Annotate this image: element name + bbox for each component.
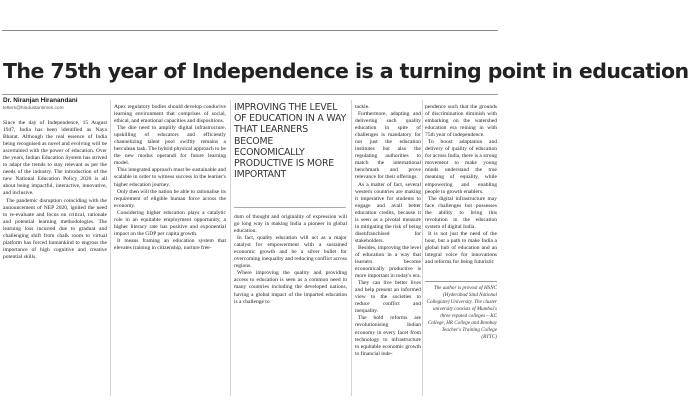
paragraph: The dire need to amplify digital infrastructure, upskilling of educators and efficiently channelizing talent pool swiftly remains a herculean task. The hybrid physical approach to be the new modus operandi for future learning model. <box>114 125 226 167</box>
paragraph: In fact, quality education will act as a major catalyst for empowerment with a sustained economic growth and be a silver bullet for overcoming inequality and reducing conflict across regions. <box>234 235 347 270</box>
paragraph: Considering higher education plays a catalytic role in an equitable employment opportunity, a higher literacy rate has positive and exponential impact on the GDP per capita growth. <box>114 209 226 237</box>
paragraph: It is not just the need of the hour, but a path to make India a global hub of education and an integral voice for innovations and reforms for being futuristic <box>425 230 497 266</box>
paragraph: It means framing an education system that elevates training in citizenship, nurture free- <box>114 237 226 251</box>
paragraph: pendence such that the grounds of discrimination diminish with embarking on the watershed education era reining in with 75th year of independence. <box>425 104 497 139</box>
paragraph: Besides, improving the level of education in a way that learners become economically productive is more important in today's era. <box>355 244 421 280</box>
paragraph: The bold reforms are revolutionising Indian economy in every facet from technology to infrastructure to equitable economic growth to financial inde- <box>355 315 421 357</box>
author-email: letters@hindustantimes.com <box>3 106 64 111</box>
paragraph: They can live better lives and help present an informed view to the societies to reduce conflict and inequality. <box>355 280 421 315</box>
top-divider <box>2 30 498 31</box>
paragraph: To boost adaptation and delivery of quality of education for across India, there is a strong movement to make young minds understand the true meaning of equality, while empowering and enabling people to growth enablers. <box>425 139 497 195</box>
author-bio-divider <box>425 281 497 282</box>
column-divider <box>422 100 423 396</box>
paragraph: Since the day of Independence, 15 August 1947, India has been identified as Naya Bharat. Although the real essence of India being recognised as novel and evolving will be ascertained with the power of education. Over the years, Indian Education System has strived to adapt the trends to stay relevant as per the needs of the industry. The introduction of the new National Education Policy 2020 is all about being impactful, interactive, innovative, and inclusive. <box>3 120 107 197</box>
paragraph: Apex regulatory bodies should develop conducive learning environment that comprises of social, ethical, and emotional capacities and dispositions. <box>114 104 226 125</box>
column-divider <box>110 100 111 396</box>
paragraph: The pandemic disruption coinciding with the announcement of NEP 2020, ignited the need to re-evaluate and focus on critical, rationale and potential learning methodologies. The learning loss incurred due to gradual and challenging shift from chalk room to virtual platform has forced humankind to engross the importance of high cognitive and creative potential skills. <box>3 197 107 260</box>
paragraph: This integrated approach must be sustainable and scalable in order to witness success in the learner's higher education journey. <box>114 167 226 188</box>
paragraph: Furthermore, adapting and delivering such quality education in spite of challenges is mandatory for not just the education institutes but also the regulating authorities to match the international benchmark and prove relevance for their offerings. <box>355 111 421 181</box>
column-divider <box>230 100 231 396</box>
paragraph: dom of thought and originality of expression will go long way in making India a pioneer in global education. <box>234 214 347 235</box>
paragraph: Where improving the quality and providing access to education is seen as a common need in many countries including the developed nations, having a global impact of the imparted education is a challenge to <box>234 270 347 305</box>
paragraph: Only then will the nation be able to rationalise its requirement of eligible human force across the economy. <box>114 188 226 209</box>
author-byline: Dr. Niranjan Hiranandani <box>3 97 78 104</box>
article-column-3 <box>234 214 347 396</box>
paragraph: As a matter of fact, several western countries are making it imperative for students to engage and avail better education credits, because it is seen as a pivotal measure in mitigating the risk of being disenfranchised for stakeholders. <box>355 181 421 244</box>
article-column-5 <box>425 104 497 280</box>
paragraph: The digital infrastructure may face challenges but possesses the ability to bring this revolution in the education system of digital India. <box>425 195 497 230</box>
headline-divider <box>2 94 498 95</box>
author-bio: The author is provost of HSNC (Hyderabad Sind National Collegiate) University. The cluster university consists of Mumbai's three reputed colleges – KC College, HR College and Bombay Teacher's Training College (BTTC) <box>426 285 497 340</box>
paragraph: tackle. <box>355 104 370 110</box>
article-headline: The 75th year of Independence is a turning point in education <box>3 59 689 83</box>
article-column-2 <box>114 104 226 396</box>
article-column-1 <box>3 120 107 395</box>
pull-quote: IMPROVING THE LEVEL OF EDUCATION IN A WAY THAT LEARNERS BECOME ECONOMICALLY PRODUCTIVE IS MORE IMPORTANT <box>234 102 346 181</box>
article-column-4 <box>355 104 421 396</box>
pull-quote-divider <box>234 207 346 208</box>
column-divider <box>351 100 352 396</box>
